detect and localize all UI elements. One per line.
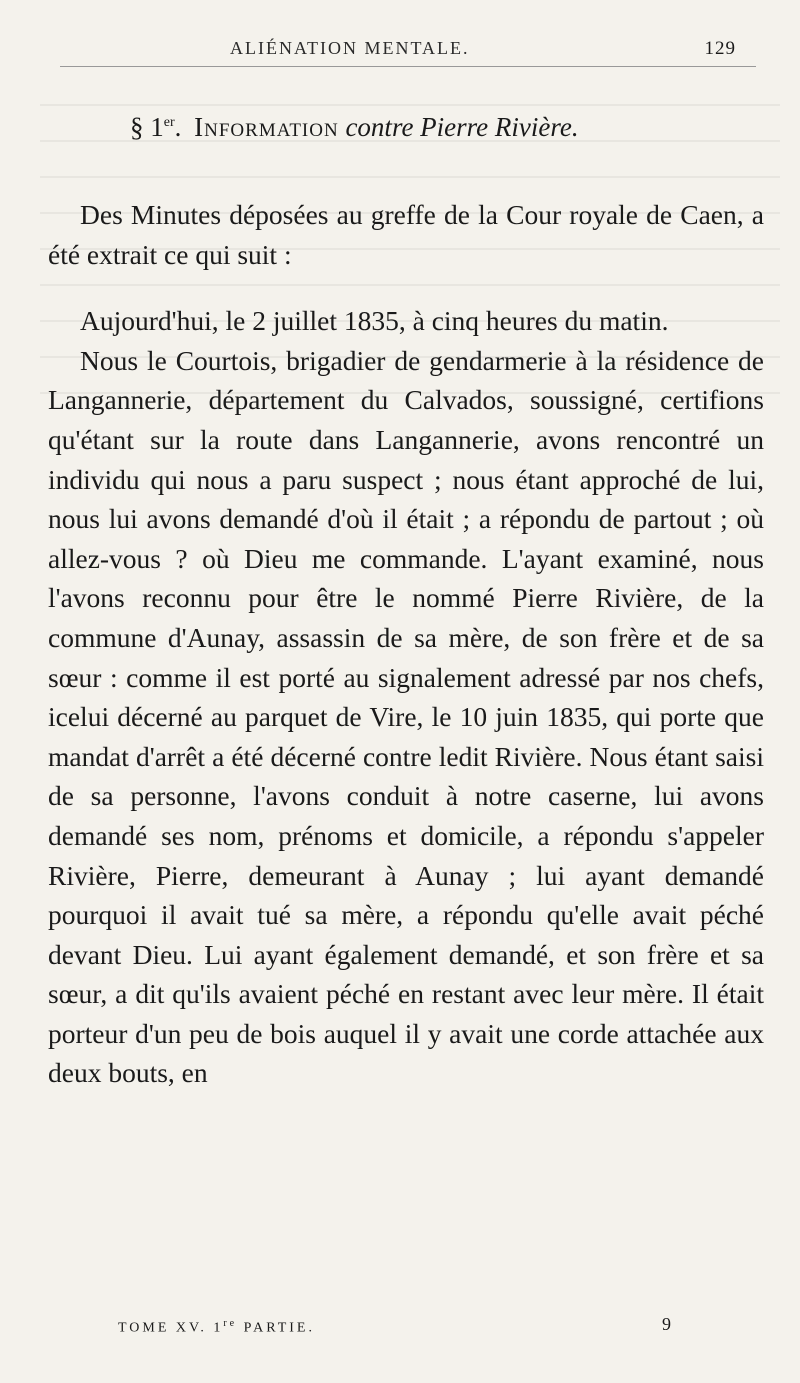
- section-title: contre Pierre Rivière.: [345, 112, 579, 142]
- running-title: ALIÉNATION MENTALE.: [230, 38, 470, 58]
- paragraph: Des Minutes déposées au greffe de la Cour royale de Caen, a été extrait ce qui suit :: [48, 199, 764, 270]
- page-number: 129: [704, 38, 736, 59]
- section-heading: [130, 112, 579, 143]
- sheet-number: 9: [662, 1314, 671, 1334]
- body-text: [48, 195, 764, 1093]
- page-footer: [0, 1314, 800, 1348]
- paragraph: Aujourd'hui, le 2 juillet 1835, à cinq heures du matin.: [80, 305, 669, 337]
- header-rule: [60, 66, 756, 67]
- section-number: § 1er.: [130, 112, 182, 142]
- section-label: Information: [194, 112, 339, 142]
- paragraph: Nous le Courtois, brigadier de gendarmerie à la résidence de Langannerie, département du Calvados, soussigné, certifions qu'étant sur la route dans Langannerie, avons rencontré un individu qui nous a paru suspect ; nous étant approché de lui, nous lui avons demandé d'où il était ; a répondu de partout ; où allez-vous ? où Dieu me commande. L'ayant examiné, nous l'avons reconnu pour être le nommé Pierre Rivière, de la commune d'Aunay, assassin de sa mère, de son frère et de sa sœur : comme il est porté au signalement adressé par nos chefs, icelui décerné au parquet de Vire, le 10 juin 1835, qui porte que mandat d'arrêt a été décerné contre ledit Rivière. Nous étant saisi de sa personne, l'avons conduit à notre caserne, lui avons demandé ses nom, prénoms et domicile, a répondu s'appeler Rivière, Pierre, demeurant à Aunay ; lui ayant demandé pourquoi il avait tué sa mère, a répondu qu'elle avait péché devant Dieu. Lui ayant également demandé, et son frère et sa sœur, a dit qu'ils avaient péché en restant avec leur mère. Il était porteur d'un peu de bois auquel il y avait une corde attachée aux deux bouts, en: [48, 344, 764, 1089]
- running-head: [0, 38, 800, 68]
- signature-mark: TOME XV. 1re PARTIE.: [118, 1318, 315, 1336]
